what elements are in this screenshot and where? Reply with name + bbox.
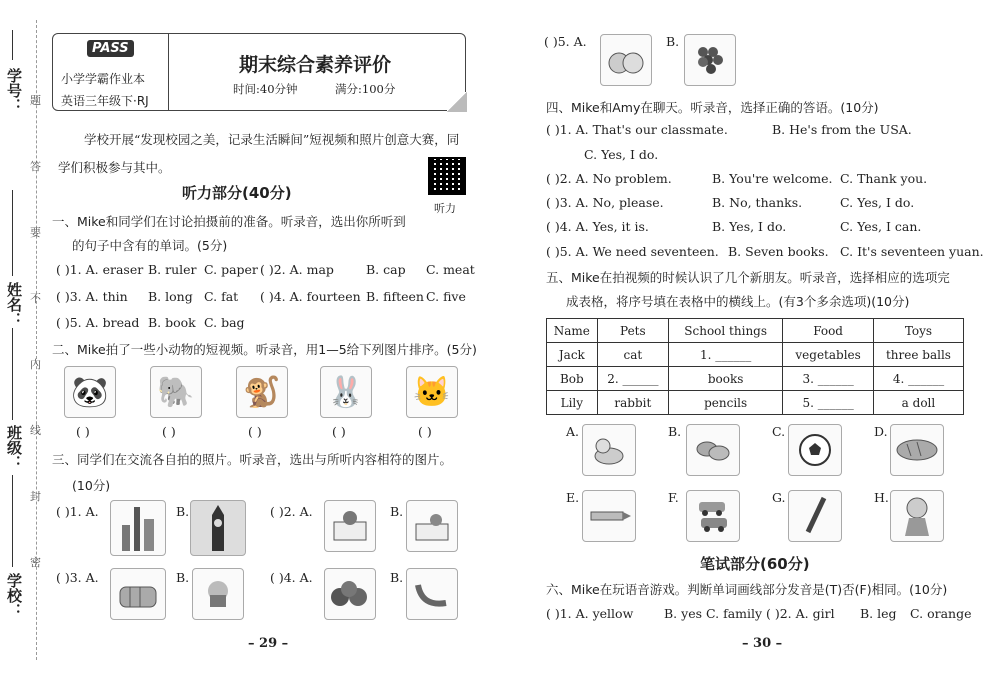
q1-option: C. bag bbox=[204, 315, 245, 330]
seal-char: 封 bbox=[30, 490, 41, 503]
q3-option-b: B. bbox=[390, 504, 404, 519]
q5-heading-line-1: 五、Mike在拍视频的时候认识了几个新朋友。听录音，选择相应的选项完 bbox=[546, 270, 950, 285]
cupcake-icon bbox=[201, 577, 235, 611]
q1-option: B. ruler bbox=[148, 262, 197, 277]
picture-city-tower bbox=[110, 500, 166, 556]
q1-option: C. fat bbox=[204, 289, 239, 304]
q2-answer-bracket[interactable]: ( ) bbox=[332, 424, 346, 439]
q2-answer-bracket[interactable]: ( ) bbox=[162, 424, 176, 439]
q3-option-b: B. bbox=[176, 504, 190, 519]
monkey-icon: 🐒 bbox=[243, 374, 281, 410]
animal-picture-panda bbox=[64, 366, 116, 418]
series-name: 小学学霸作业本 bbox=[61, 72, 146, 86]
q4-item-3: ( )3. A. No, please. bbox=[546, 195, 664, 210]
picture-cupcake bbox=[192, 568, 244, 620]
table-blank-cell[interactable]: 2. ______ bbox=[597, 367, 668, 391]
picture-toy-cars bbox=[686, 490, 740, 542]
picture-apples bbox=[324, 568, 376, 620]
q1-option: B. book bbox=[148, 315, 196, 330]
city-tower-icon bbox=[118, 505, 158, 551]
q3-option-b: B. bbox=[666, 34, 680, 49]
q4-option: B. You're welcome. bbox=[712, 171, 833, 186]
q1-option: C. paper bbox=[204, 262, 258, 277]
q2-heading: 二、Mike拍了一些小动物的短视频。听录音，用1—5给下列图片排序。(5分) bbox=[52, 342, 477, 357]
baguette-icon bbox=[895, 436, 939, 464]
q1-item-5: ( )5. A. bread bbox=[56, 315, 140, 330]
page-number-left: – 29 – bbox=[248, 636, 289, 651]
page-curl-decoration bbox=[447, 92, 467, 112]
picture-pencil bbox=[582, 490, 636, 542]
animal-picture-cat bbox=[406, 366, 458, 418]
q1-item-2: ( )2. A. map bbox=[260, 262, 334, 277]
q5-table bbox=[546, 318, 964, 415]
bananas-icon bbox=[412, 577, 452, 611]
grapes-icon bbox=[693, 40, 727, 80]
clock-tower-icon bbox=[203, 505, 233, 551]
picture-big-ben bbox=[190, 500, 246, 556]
q1-item-4: ( )4. A. fourteen bbox=[260, 289, 361, 304]
q3-heading-line-2: (10分) bbox=[72, 478, 111, 493]
q4-heading: 四、Mike和Amy在聊天。听录音，选择正确的答语。(10分) bbox=[546, 100, 879, 115]
school-label: 学校： bbox=[5, 573, 23, 618]
pass-logo: PASS bbox=[87, 40, 134, 57]
animal-picture-elephant bbox=[150, 366, 202, 418]
table-cell: books bbox=[669, 367, 783, 391]
q6-item-1: ( )1. A. yellow bbox=[546, 606, 634, 621]
q5-option-f-label: F. bbox=[668, 490, 679, 505]
q4-option: C. Yes, I can. bbox=[840, 219, 922, 234]
seal-char: 答 bbox=[30, 160, 41, 173]
orange-fruit-icon bbox=[606, 43, 646, 77]
table-header-row bbox=[547, 319, 964, 343]
q4-item-4: ( )4. A. Yes, it is. bbox=[546, 219, 649, 234]
paint-box-icon bbox=[330, 508, 370, 544]
q4-option: C. Yes, I do. bbox=[584, 147, 659, 162]
right-page bbox=[510, 0, 1000, 686]
q3-item-2: ( )2. A. bbox=[270, 504, 313, 519]
header-series-panel bbox=[53, 34, 169, 110]
table-row bbox=[547, 391, 964, 415]
q5-option-b-label: B. bbox=[668, 424, 682, 439]
q2-answer-bracket[interactable]: ( ) bbox=[418, 424, 432, 439]
header-box bbox=[52, 33, 466, 111]
dog-icon bbox=[589, 432, 629, 468]
q5-option-c-label: C. bbox=[772, 424, 786, 439]
table-cell: Bob bbox=[547, 367, 598, 391]
q6-option: B. leg bbox=[860, 606, 897, 621]
table-cell: a doll bbox=[873, 391, 963, 415]
q3-item-5: ( )5. A. bbox=[544, 34, 587, 49]
exam-time: 时间:40分钟 bbox=[233, 82, 298, 96]
football-icon bbox=[797, 432, 833, 468]
q4-option: C. It's seventeen yuan. bbox=[840, 244, 984, 259]
table-cell: vegetables bbox=[783, 343, 874, 367]
table-blank-cell[interactable]: 4. ______ bbox=[873, 367, 963, 391]
seal-char: 题 bbox=[30, 94, 41, 107]
table-cell: Jack bbox=[547, 343, 598, 367]
q4-option: B. He's from the USA. bbox=[772, 122, 912, 137]
picture-dog bbox=[582, 424, 636, 476]
table-cell: cat bbox=[597, 343, 668, 367]
name-label: 姓名： bbox=[5, 282, 23, 327]
picture-bread bbox=[110, 568, 166, 620]
q2-answer-bracket[interactable]: ( ) bbox=[248, 424, 262, 439]
q4-item-2: ( )2. A. No problem. bbox=[546, 171, 672, 186]
intro-line-2: 学们积极参与其中。 bbox=[58, 160, 171, 175]
q1-item-1: ( )1. A. eraser bbox=[56, 262, 144, 277]
pencil-icon bbox=[587, 506, 631, 526]
q4-option: C. Thank you. bbox=[840, 171, 928, 186]
column-header: Name bbox=[547, 319, 598, 343]
q6-option: B. yes bbox=[664, 606, 703, 621]
q1-option: B. long bbox=[148, 289, 193, 304]
q2-answer-bracket[interactable]: ( ) bbox=[76, 424, 90, 439]
apples-icon bbox=[328, 577, 372, 611]
table-blank-cell[interactable]: 5. ______ bbox=[783, 391, 874, 415]
q1-option: B. cap bbox=[366, 262, 406, 277]
cat-icon: 🐱 bbox=[413, 374, 451, 410]
q4-option: B. No, thanks. bbox=[712, 195, 803, 210]
table-cell: Lily bbox=[547, 391, 598, 415]
exam-score: 满分:100分 bbox=[335, 82, 396, 96]
q3-heading-line-1: 三、同学们在交流各自拍的照片。听录音，选出与所听内容相符的图片。 bbox=[52, 452, 453, 467]
picture-doll bbox=[890, 490, 944, 542]
listening-section-title: 听力部分(40分) bbox=[182, 184, 292, 202]
picture-grapes bbox=[684, 34, 736, 86]
drawing-kit-icon bbox=[412, 508, 452, 544]
seal-char: 密 bbox=[30, 556, 41, 569]
written-section-title: 笔试部分(60分) bbox=[700, 555, 810, 573]
picture-orange-fruits bbox=[600, 34, 652, 86]
q4-option: B. Seven books. bbox=[728, 244, 829, 259]
binding-margin bbox=[0, 20, 46, 660]
toy-car-icon bbox=[693, 496, 733, 536]
seal-char: 不 bbox=[30, 292, 41, 305]
column-header: Food bbox=[783, 319, 874, 343]
class-label: 班级： bbox=[5, 425, 23, 470]
rabbit-icon: 🐰 bbox=[327, 374, 365, 410]
q5-option-d-label: D. bbox=[874, 424, 888, 439]
q4-option: C. Yes, I do. bbox=[840, 195, 915, 210]
column-header: Pets bbox=[597, 319, 668, 343]
q1-heading-line-1: 一、Mike和同学们在讨论拍摄前的准备。听录音，选出你所听到 bbox=[52, 214, 406, 229]
q3-option-b: B. bbox=[176, 570, 190, 585]
table-cell: rabbit bbox=[597, 391, 668, 415]
animal-picture-monkey bbox=[236, 366, 288, 418]
blank-line bbox=[12, 190, 13, 276]
column-header: School things bbox=[669, 319, 783, 343]
q6-option: C. orange bbox=[910, 606, 972, 621]
q4-option: B. Yes, I do. bbox=[712, 219, 787, 234]
q1-option: C. five bbox=[426, 289, 466, 304]
q3-option-b: B. bbox=[390, 570, 404, 585]
picture-cookies bbox=[686, 424, 740, 476]
q5-option-e-label: E. bbox=[566, 490, 580, 505]
page-number-right: – 30 – bbox=[742, 636, 783, 651]
picture-bananas bbox=[406, 568, 458, 620]
exam-title: 期末综合素养评价 bbox=[239, 54, 392, 76]
column-header: Toys bbox=[873, 319, 963, 343]
blank-line bbox=[12, 475, 13, 567]
q6-item-2: ( )2. A. girl bbox=[766, 606, 835, 621]
doll-icon bbox=[900, 494, 934, 538]
q5-option-h-label: H. bbox=[874, 490, 889, 505]
seal-char: 要 bbox=[30, 226, 41, 239]
q1-heading-line-2: 的句子中含有的单词。(5分) bbox=[72, 238, 228, 253]
picture-pen bbox=[788, 490, 842, 542]
q4-item-5: ( )5. A. We need seventeen. bbox=[546, 244, 719, 259]
q3-item-1: ( )1. A. bbox=[56, 504, 99, 519]
picture-paint-box bbox=[324, 500, 376, 552]
seal-char: 内 bbox=[30, 358, 41, 371]
q1-option: B. fifteen bbox=[366, 289, 424, 304]
q5-option-a-label: A. bbox=[566, 424, 580, 439]
q5-option-g-label: G. bbox=[772, 490, 786, 505]
table-cell: pencils bbox=[669, 391, 783, 415]
table-blank-cell[interactable]: 1. ______ bbox=[669, 343, 783, 367]
intro-line-1: 学校开展“发现校园之美，记录生活瞬间”短视频和照片创意大赛，同 bbox=[84, 132, 460, 147]
grade-label: 英语三年级下·RJ bbox=[61, 94, 149, 108]
picture-bread-loaf bbox=[890, 424, 944, 476]
picture-drawing-kit bbox=[406, 500, 458, 552]
pen-icon bbox=[800, 494, 830, 538]
cookies-icon bbox=[693, 435, 733, 465]
table-cell: three balls bbox=[873, 343, 963, 367]
q3-item-3: ( )3. A. bbox=[56, 570, 99, 585]
q1-item-3: ( )3. A. thin bbox=[56, 289, 128, 304]
panda-icon: 🐼 bbox=[71, 374, 109, 410]
picture-football bbox=[788, 424, 842, 476]
bread-loaf-icon bbox=[116, 577, 160, 611]
q4-item-1: ( )1. A. That's our classmate. bbox=[546, 122, 728, 137]
qr-label: 听力 bbox=[434, 202, 456, 215]
q3-item-4: ( )4. A. bbox=[270, 570, 313, 585]
qr-code[interactable] bbox=[428, 157, 466, 195]
q1-option: C. meat bbox=[426, 262, 475, 277]
student-no-label: 学号： bbox=[5, 68, 23, 113]
blank-line bbox=[12, 30, 13, 60]
q5-heading-line-2: 成表格，将序号填在表格中的横线上。(有3个多余选项)(10分) bbox=[566, 294, 910, 309]
elephant-icon: 🐘 bbox=[157, 374, 195, 410]
seal-char: 线 bbox=[30, 424, 41, 437]
blank-line bbox=[12, 328, 13, 420]
q6-heading: 六、Mike在玩语音游戏。判断单词画线部分发音是(T)否(F)相同。(10分) bbox=[546, 582, 948, 597]
animal-picture-rabbit bbox=[320, 366, 372, 418]
q6-option: C. family bbox=[706, 606, 763, 621]
table-blank-cell[interactable]: 3. ______ bbox=[783, 367, 874, 391]
table-row bbox=[547, 343, 964, 367]
table-row bbox=[547, 367, 964, 391]
